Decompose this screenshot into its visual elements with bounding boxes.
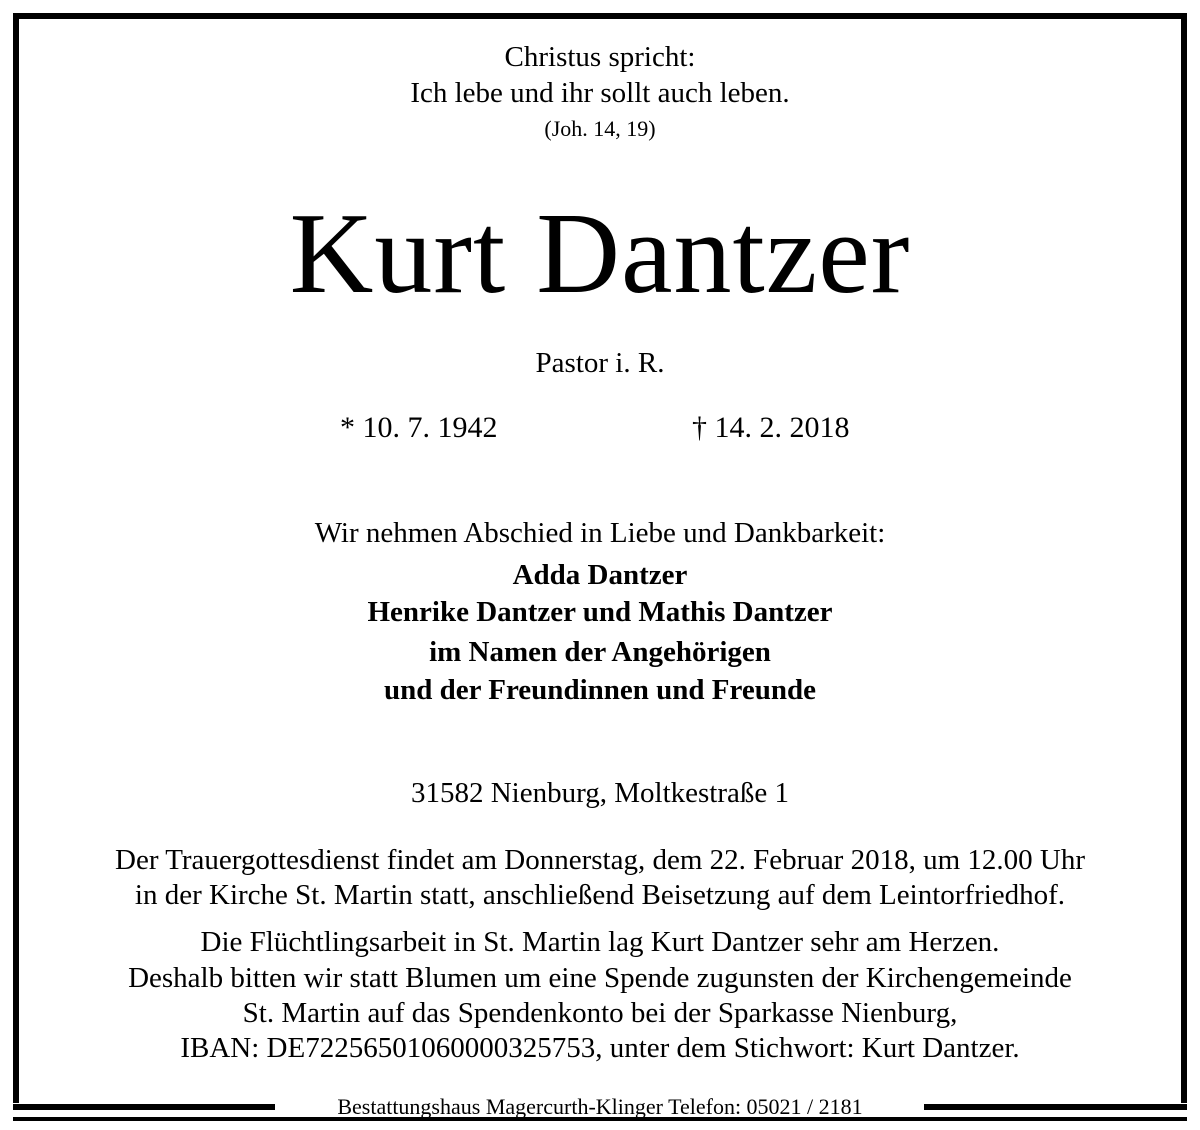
deceased-title: Pastor i. R. <box>535 347 665 379</box>
deceased-name: Kurt Dantzer <box>289 190 911 318</box>
service-line-1: Der Trauergottesdienst findet am Donnerstag, dem 22. Februar 2018, um 12.00 Uhr <box>115 844 1085 876</box>
address: 31582 Nienburg, Moltkestraße 1 <box>410 777 790 809</box>
verse-line-1: Christus spricht: <box>504 41 696 73</box>
verse-reference: (Joh. 14, 19) <box>544 116 656 141</box>
service-line-2: in der Kirche St. Martin statt, anschließend Beisetzung auf dem Leintorfriedhof. <box>134 879 1066 911</box>
mourner-name: im Namen der Angehörigen <box>429 636 771 668</box>
donation-line-4: IBAN: DE72256501060000325753, unter dem Stichwort: Kurt Dantzer. <box>180 1032 1020 1064</box>
donation-line-2: Deshalb bitten wir statt Blumen um eine Spende zugunsten der Kirchengemeinde <box>128 962 1072 994</box>
verse-line-2: Ich lebe und ihr sollt auch leben. <box>410 77 790 109</box>
death-date: † 14. 2. 2018 <box>692 411 850 444</box>
mourner-name: Adda Dantzer <box>512 559 688 591</box>
donation-line-1: Die Flüchtlingsarbeit in St. Martin lag Kurt Dantzer sehr am Herzen. <box>200 926 1000 958</box>
donation-line-3: St. Martin auf das Spendenkonto bei der Sparkasse Nienburg, <box>242 997 958 1029</box>
birth-date: * 10. 7. 1942 <box>340 411 498 444</box>
funeral-home-footer: Bestattungshaus Magercurth-Klinger Telefon: 05021 / 2181 <box>337 1094 863 1119</box>
mourner-name: Henrike Dantzer und Mathis Dantzer <box>367 596 833 628</box>
mourner-name: und der Freundinnen und Freunde <box>384 674 816 706</box>
mourners-intro: Wir nehmen Abschied in Liebe und Dankbarkeit: <box>314 517 886 549</box>
